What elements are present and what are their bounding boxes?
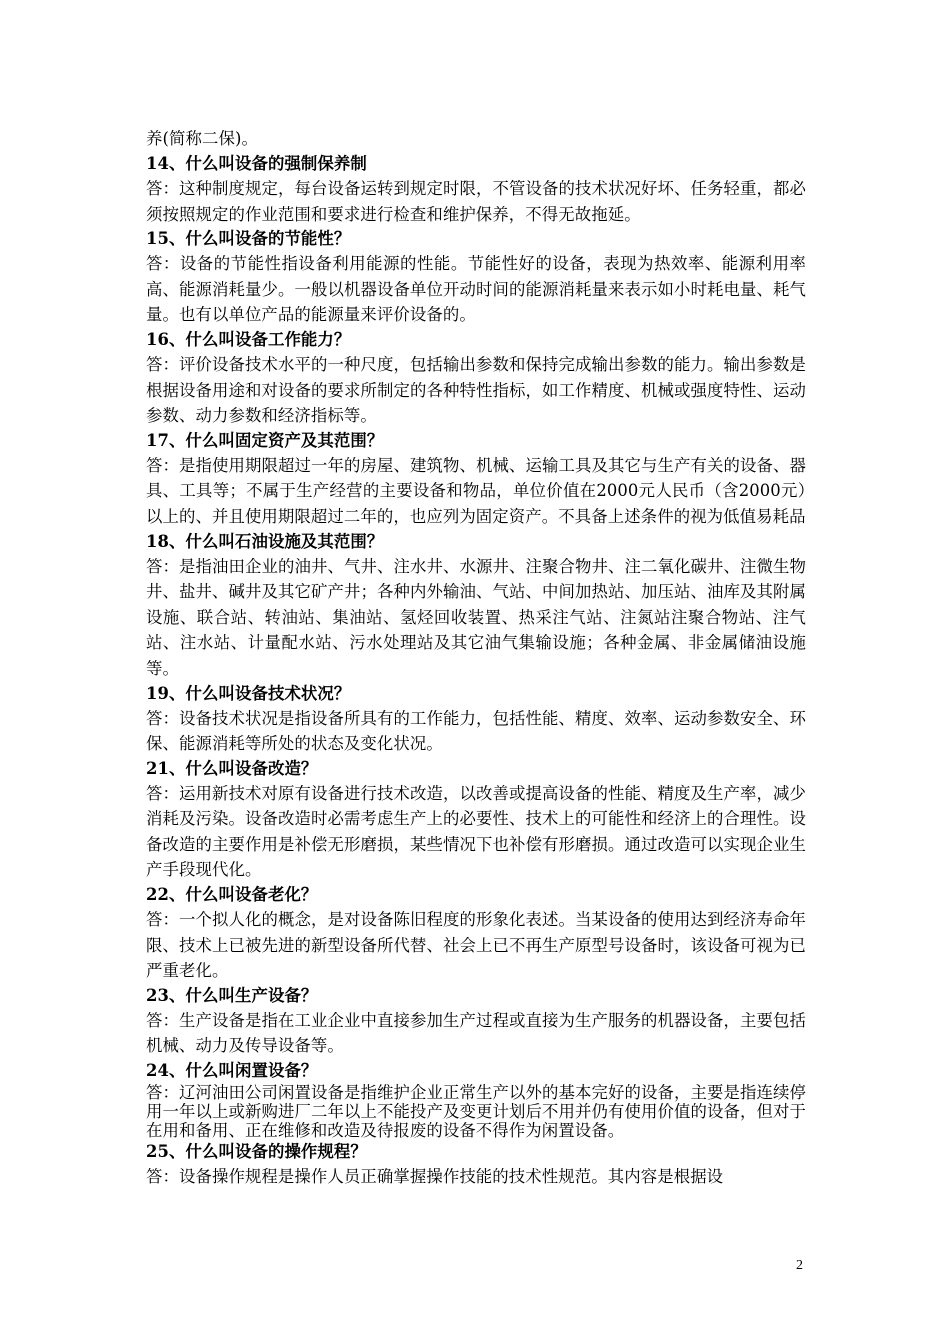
qa-item-14 <box>146 152 806 227</box>
qa-item-24 <box>146 1059 806 1140</box>
qa-item-16 <box>146 328 806 429</box>
question-heading: 19、什么叫设备技术状况？ <box>146 683 351 703</box>
answer-text: 答：是指使用期限超过一年的房屋、建筑物、机械、运输工具及其它与生产有关的设备、器具、工具等；不属于生产经营的主要设备和物品，单位价值在2000元人民币（含2000元）以上的、并且使用期限超过二年的，也应列为固定资产。不具备上述条件的视为低值易耗品 <box>146 455 806 526</box>
qa-item-21 <box>146 757 806 883</box>
qa-item-22 <box>146 883 806 984</box>
document-body <box>146 126 806 1190</box>
answer-text: 答：辽河油田公司闲置设备是指维护企业正常生产以外的基本完好的设备，主要是指连续停用一年以上或新购进厂二年以上不能投产及变更计划后不用并仍有使用价值的设备，但对于在用和备用、正在维修和改造及待报废的设备不得作为闲置设备。 <box>146 1083 806 1141</box>
qa-item-25 <box>146 1140 806 1190</box>
answer-text: 答：这种制度规定，每台设备运转到规定时限，不管设备的技术状况好坏、任务轻重，都必须按照规定的作业范围和要求进行检查和维护保养，不得无故拖延。 <box>146 179 806 224</box>
question-heading: 14、什么叫设备的强制保养制 <box>146 154 367 173</box>
question-heading: 24、什么叫闲置设备？ <box>146 1061 318 1081</box>
question-heading: 18、什么叫石油设施及其范围？ <box>146 531 384 551</box>
answer-text: 答：生产设备是指在工业企业中直接参加生产过程或直接为生产服务的机器设备，主要包括机械、动力及传导设备等。 <box>146 1010 806 1056</box>
question-heading: 16、什么叫设备工作能力？ <box>146 329 351 349</box>
answer-text: 答：评价设备技术水平的一种尺度，包括输出参数和保持完成输出参数的能力。输出参数是根据设备用途和对设备的要求所制定的各种特性指标，如工作精度、机械或强度特性、运动参数、动力参数和经济指标等。 <box>146 354 806 426</box>
answer-text: 答：设备操作规程是操作人员正确掌握操作技能的技术性规范。其内容是根据设 <box>146 1167 724 1187</box>
question-heading: 17、什么叫固定资产及其范围？ <box>146 430 384 450</box>
question-heading: 15、什么叫设备的节能性？ <box>146 229 351 249</box>
qa-item-17 <box>146 429 806 530</box>
answer-text: 答：一个拟人化的概念，是对设备陈旧程度的形象化表述。当某设备的使用达到经济寿命年限、技术上已被先进的新型设备所代替、社会上已不再生产原型号设备时，该设备可视为已严重老化。 <box>146 910 806 981</box>
qa-item-23 <box>146 984 806 1059</box>
question-heading: 22、什么叫设备老化？ <box>146 885 318 905</box>
question-heading: 23、什么叫生产设备？ <box>146 985 318 1005</box>
qa-item-15 <box>146 227 806 328</box>
answer-text: 答：设备技术状况是指设备所具有的工作能力，包括性能、精度、效率、运动参数安全、环保、能源消耗等所处的状态及变化状况。 <box>146 708 806 754</box>
leading-fragment: 养(简称二保)。 <box>146 129 258 148</box>
answer-text: 答：设备的节能性指设备利用能源的性能。节能性好的设备，表现为热效率、能源利用率高、能源消耗量少。一般以机器设备单位开动时间的能源消耗量来表示如小时耗电量、耗气量。也有以单位产品的能源量来评价设备的。 <box>146 254 806 325</box>
question-heading: 21、什么叫设备改造？ <box>146 758 318 778</box>
question-heading: 25、什么叫设备的操作规程？ <box>146 1142 367 1162</box>
answer-text: 答：运用新技术对原有设备进行技术改造，以改善或提高设备的性能、精度及生产率，减少消耗及污染。设备改造时必需考虑生产上的必要性、技术上的可能性和经济上的合理性。设备改造的主要作用是补偿无形磨损，某些情况下也补偿有形磨损。通过改造可以实现企业生产手段现代化。 <box>146 783 806 880</box>
answer-text: 答：是指油田企业的油井、气井、注水井、水源井、注聚合物井、注二氧化碳井、注微生物井、盐井、碱井及其它矿产井；各种内外输油、气站、中间加热站、加压站、油库及其附属设施、联合站、转油站、集油站、氢烃回收装置、热采注气站、注氮站注聚合物站、注气站、注水站、计量配水站、污水处理站及其它油气集输设施；各种金属、非金属储油设施等。 <box>146 556 806 678</box>
qa-item-18 <box>146 530 806 682</box>
page-number: 2 <box>796 1258 803 1273</box>
qa-item-19 <box>146 682 806 757</box>
